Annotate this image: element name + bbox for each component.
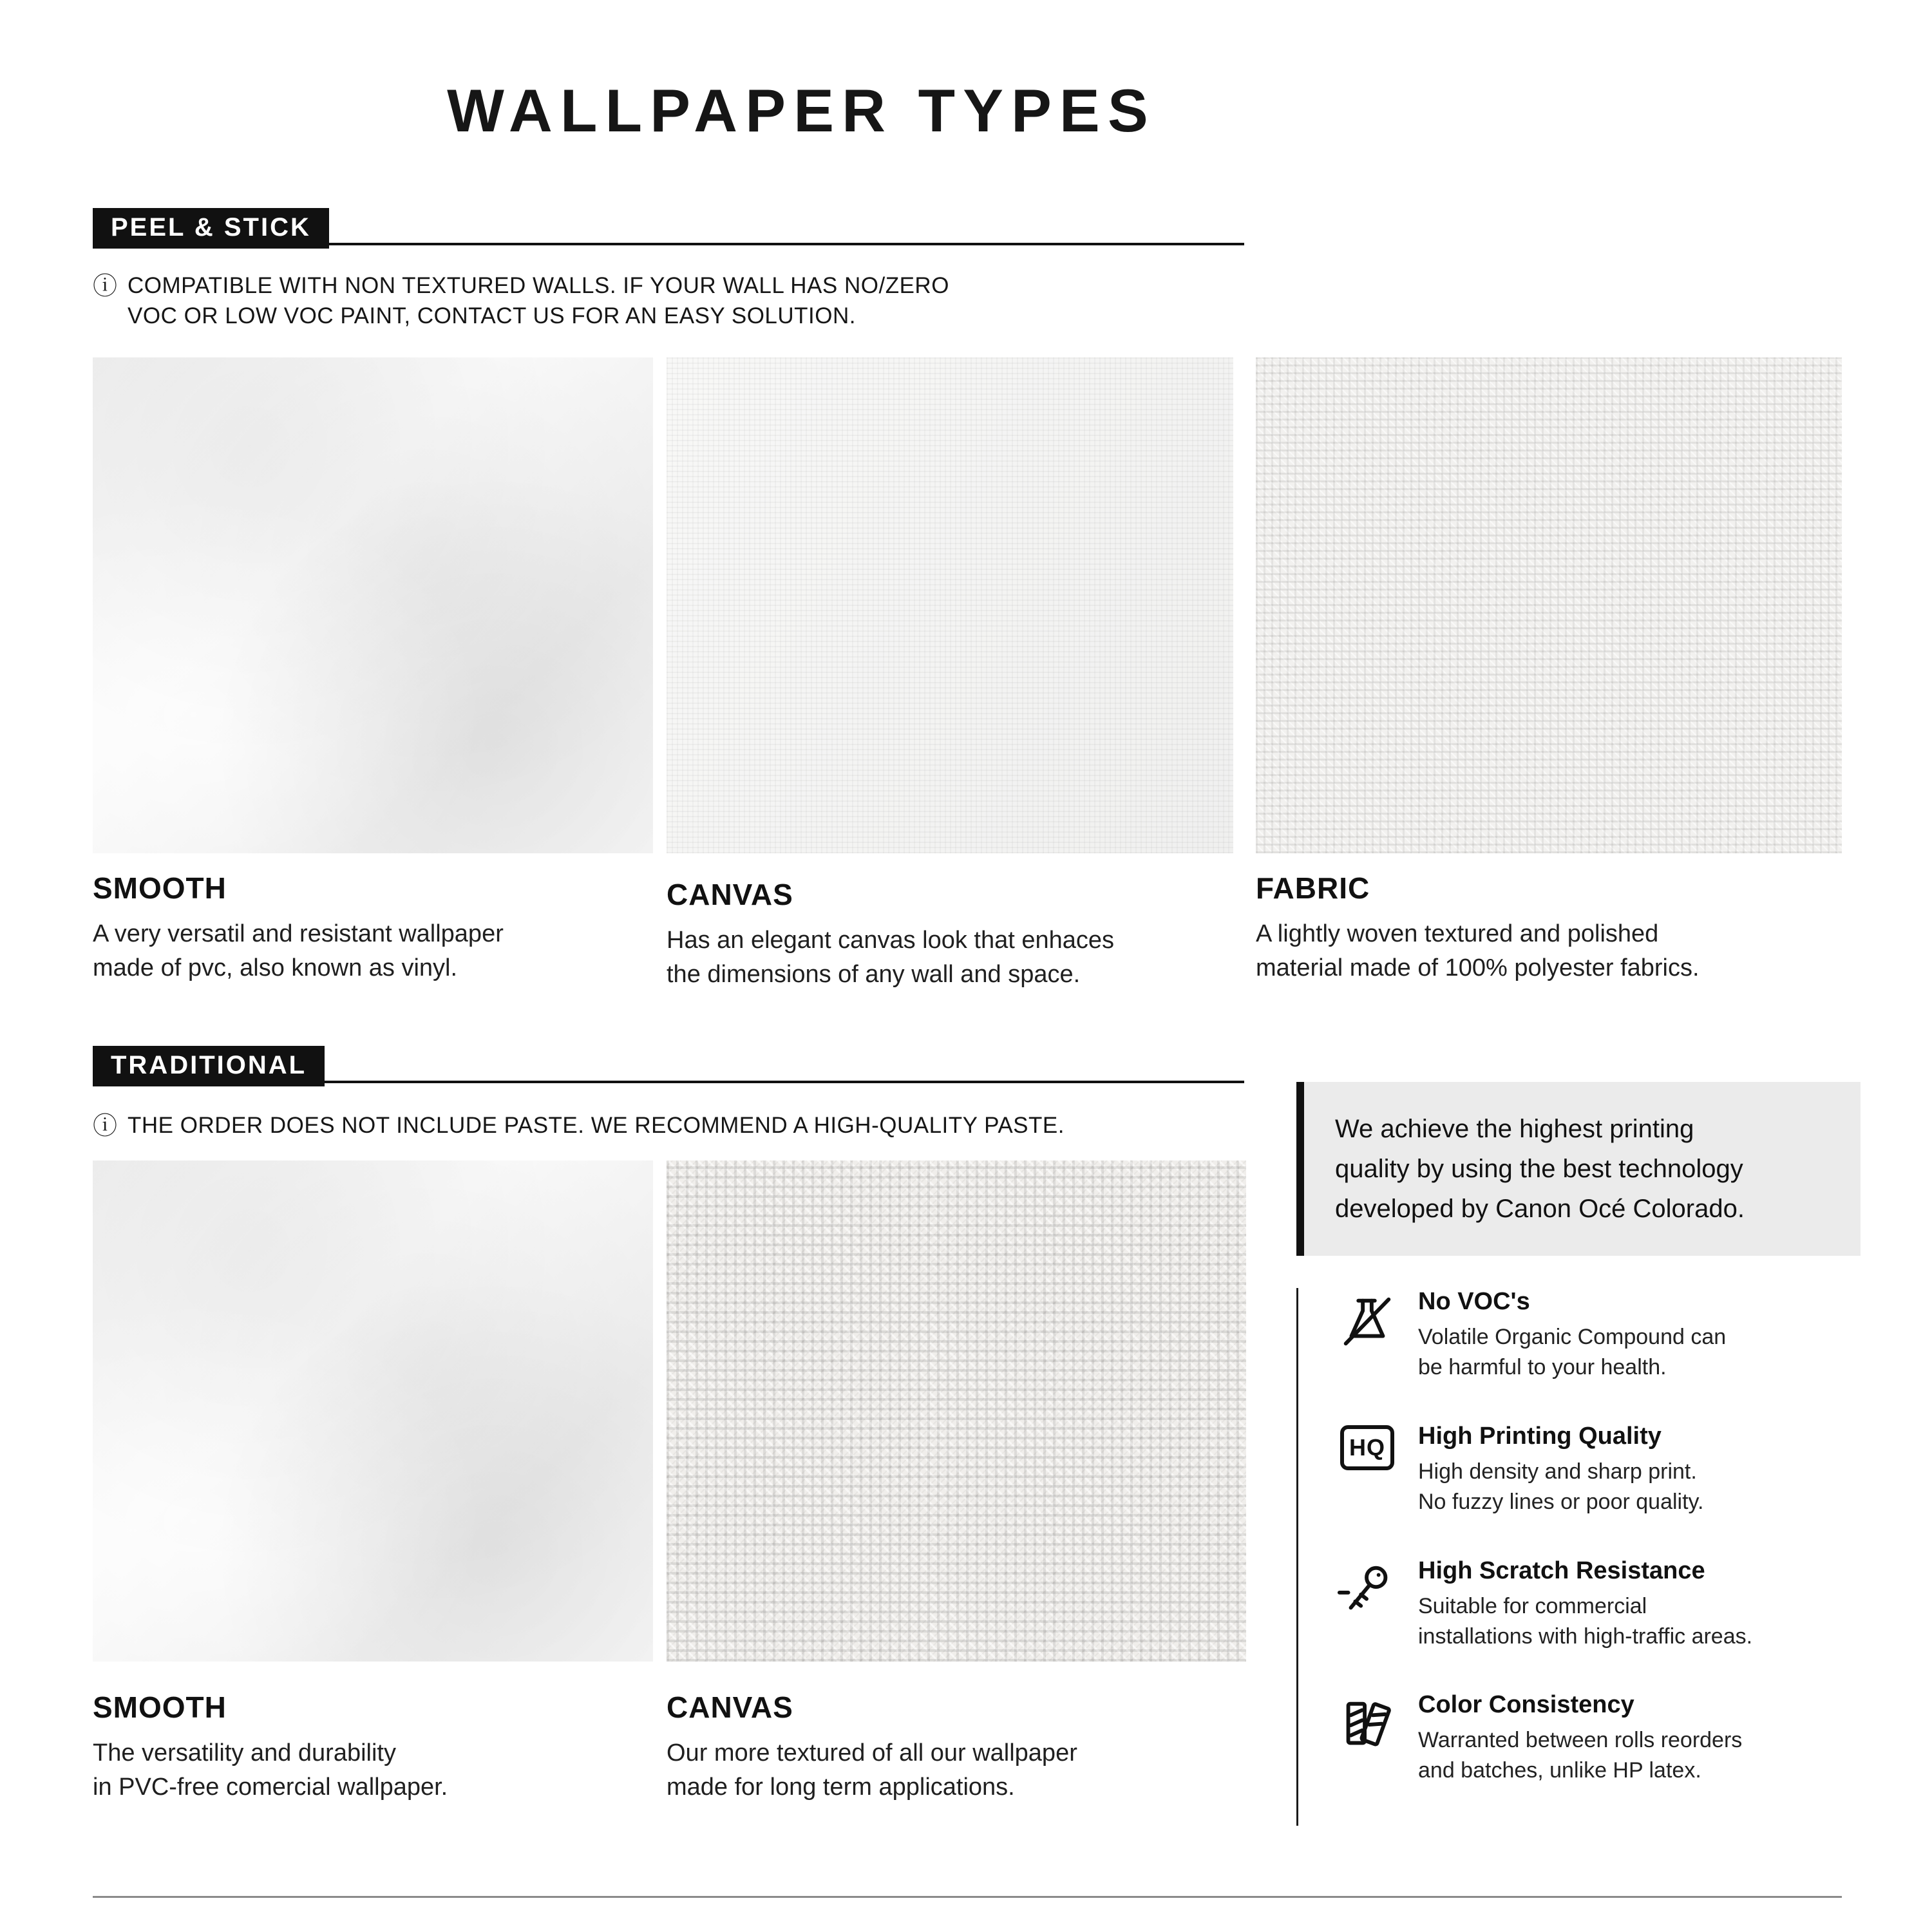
swatch-image-traditional-canvas <box>667 1160 1246 1662</box>
desc-line: Warranted between rolls reorders <box>1418 1728 1743 1753</box>
desc-line: be harmful to your health. <box>1418 1354 1667 1379</box>
caption-traditional-canvas <box>667 1690 1246 1804</box>
caption-peel-canvas <box>667 877 1233 992</box>
feature-desc <box>1418 1322 1726 1383</box>
feature-desc <box>1418 1457 1703 1517</box>
swatch-desc <box>667 923 1233 992</box>
desc-line: made for long term applications. <box>667 1774 1015 1801</box>
feature-high-printing-quality <box>1336 1423 1863 1517</box>
peel-stick-note <box>93 270 949 332</box>
feature-color-consistency <box>1336 1691 1863 1786</box>
desc-line: in PVC-free comercial wallpaper. <box>93 1774 448 1801</box>
feature-title: High Scratch Resistance <box>1418 1557 1705 1584</box>
callout-line: We achieve the highest printing <box>1335 1115 1694 1143</box>
section-traditional-divider <box>93 1081 1244 1083</box>
feature-text <box>1418 1423 1703 1517</box>
swatch-name: CANVAS <box>667 878 793 911</box>
desc-line: No fuzzy lines or poor quality. <box>1418 1489 1704 1514</box>
peel-stick-note-text <box>128 270 949 332</box>
no-voc-icon <box>1336 1288 1399 1383</box>
swatch-image-peel-canvas <box>667 357 1233 853</box>
feature-desc <box>1418 1591 1752 1652</box>
desc-line: material made of 100% polyester fabrics. <box>1256 954 1700 982</box>
desc-line: A very versatil and resistant wallpaper <box>93 920 504 947</box>
feature-title: Color Consistency <box>1418 1691 1634 1719</box>
note-line: COMPATIBLE WITH NON TEXTURED WALLS. IF YOUR WALL HAS NO/ZERO <box>128 273 949 298</box>
info-icon: ⓘ <box>93 273 118 300</box>
desc-line: Has an elegant canvas look that enhaces <box>667 927 1115 954</box>
caption-traditional-smooth <box>93 1690 640 1804</box>
feature-title: High Printing Quality <box>1418 1422 1662 1450</box>
feature-list <box>1296 1288 1863 1826</box>
section-peel-stick-label: PEEL & STICK <box>93 208 329 249</box>
swatch-image-peel-fabric <box>1256 357 1842 853</box>
swatch-image-traditional-smooth <box>93 1160 653 1662</box>
info-icon: ⓘ <box>93 1113 118 1140</box>
feature-text <box>1418 1557 1752 1652</box>
printing-quality-callout <box>1296 1082 1861 1256</box>
feature-title: No VOC's <box>1418 1288 1530 1315</box>
feature-scratch-resistance <box>1336 1557 1863 1652</box>
hq-icon <box>1336 1423 1399 1517</box>
caption-peel-fabric <box>1256 871 1842 985</box>
swatch-name: SMOOTH <box>93 1690 227 1724</box>
hq-icon-label: HQ <box>1340 1425 1394 1470</box>
desc-line: Volatile Organic Compound can <box>1418 1325 1727 1349</box>
color-consistency-icon <box>1336 1691 1399 1786</box>
note-line: THE ORDER DOES NOT INCLUDE PASTE. WE RECOMMEND A HIGH-QUALITY PASTE. <box>128 1113 1065 1138</box>
feature-no-voc <box>1336 1288 1863 1383</box>
bottom-divider <box>93 1896 1842 1898</box>
note-line: VOC OR LOW VOC PAINT, CONTACT US FOR AN EASY SOLUTION. <box>128 303 856 329</box>
desc-line: Suitable for commercial <box>1418 1593 1647 1618</box>
swatch-image-peel-smooth <box>93 357 653 853</box>
desc-line: High density and sharp print. <box>1418 1459 1697 1484</box>
swatch-name: SMOOTH <box>93 871 227 905</box>
swatch-desc <box>93 917 640 985</box>
swatch-desc <box>667 1736 1246 1804</box>
feature-desc <box>1418 1725 1742 1786</box>
desc-line: the dimensions of any wall and space. <box>667 961 1081 989</box>
scratch-resistance-icon <box>1336 1557 1399 1652</box>
desc-line: Our more textured of all our wallpaper <box>667 1739 1077 1766</box>
swatch-desc <box>1256 917 1842 985</box>
swatch-name: CANVAS <box>667 1690 793 1724</box>
desc-line: and batches, unlike HP latex. <box>1418 1758 1701 1783</box>
caption-peel-smooth <box>93 871 640 985</box>
section-peel-stick-divider <box>93 243 1244 245</box>
section-traditional-label: TRADITIONAL <box>93 1046 325 1086</box>
callout-line: developed by Canon Océ Colorado. <box>1335 1195 1745 1223</box>
traditional-note-text <box>128 1110 1065 1141</box>
traditional-note <box>93 1110 1065 1143</box>
feature-text <box>1418 1288 1726 1383</box>
swatch-name: FABRIC <box>1256 871 1370 905</box>
page-title: WALLPAPER TYPES <box>447 77 1156 144</box>
desc-line: The versatility and durability <box>93 1739 396 1766</box>
swatch-desc <box>93 1736 640 1804</box>
desc-line: made of pvc, also known as vinyl. <box>93 954 458 982</box>
feature-text <box>1418 1691 1742 1786</box>
desc-line: installations with high-traffic areas. <box>1418 1624 1753 1649</box>
desc-line: A lightly woven textured and polished <box>1256 920 1659 947</box>
callout-line: quality by using the best technology <box>1335 1155 1743 1183</box>
